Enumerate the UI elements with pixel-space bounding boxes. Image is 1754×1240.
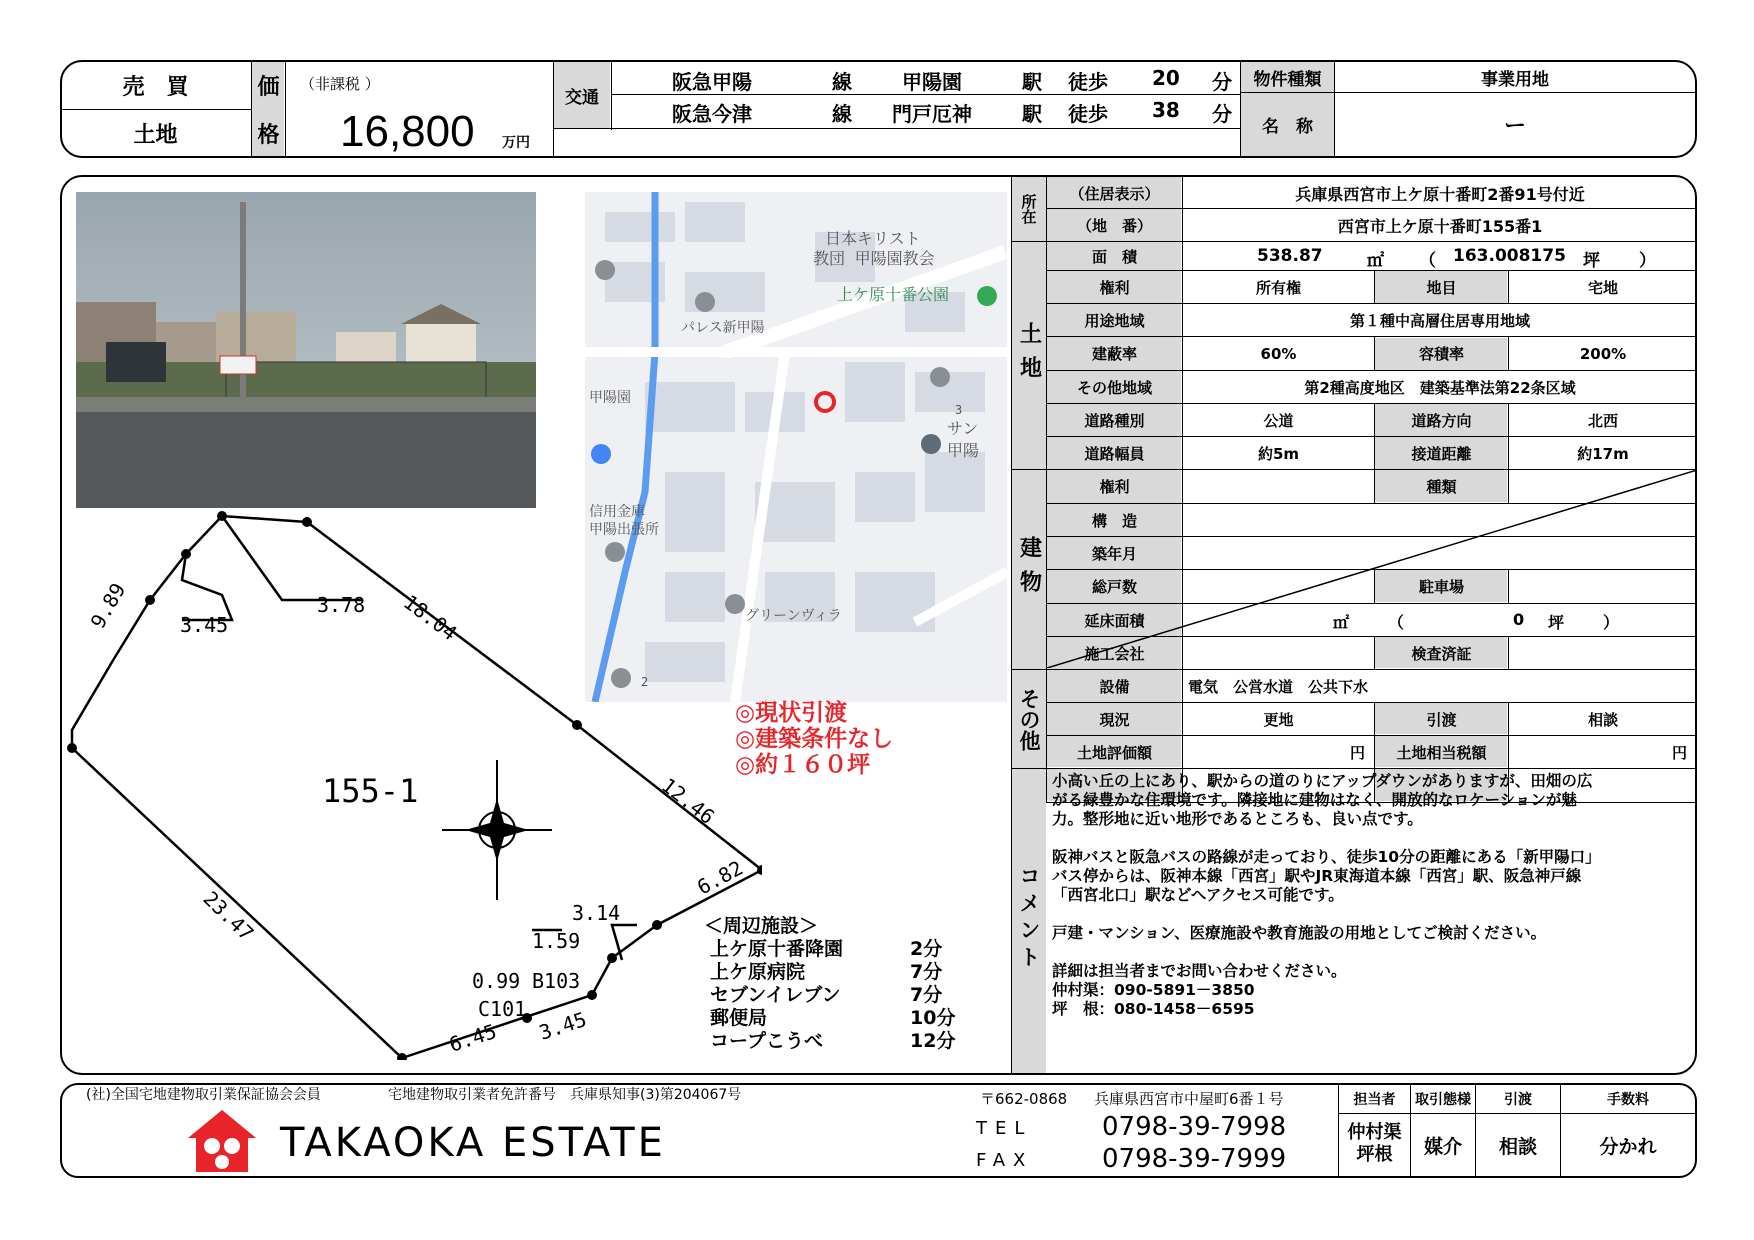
comment-body: 小高い丘の上にあり、駅からの道のりにアップダウンがありますが、田畑の広 がる緑豊かな住環境です。隣接地に建物はなく、開放的なロケーションが魅 力。整形地に近い地形であるところも、良い点です。 阪神バスと阪急バスの路線が走っており、徒歩10分の距離にある「新甲陽口」 バス停からは、阪神本線「西宮」駅やJR東海道本線「西宮」駅、阪急神戸線 「西宮北口」駅などへアクセス可能です。 戸建・マンション、医療施設や教育施設の用地としてご検討ください。 詳細は担当者までお問い合わせください。 仲村渠：090-5891－3850 坪 根：080-1458－6595 <box>1052 772 1601 1018</box>
postal-code: 〒662-0868 <box>980 1090 1068 1108</box>
list-item: 上ケ原病院 7分 <box>710 961 943 983</box>
area-m2: 538.87 <box>1257 246 1323 266</box>
map-pin-icon <box>930 367 950 387</box>
map-label: 2 <box>641 675 649 689</box>
highlight-item: ◎約１６０坪 <box>735 752 871 778</box>
other-section-label: その他 <box>1017 687 1041 751</box>
price-value: 16,800 <box>340 107 475 156</box>
map-pin-icon <box>695 292 715 312</box>
dim-label: 3.45 <box>536 1007 590 1045</box>
list-item: セブンイレブン 7分 <box>710 984 943 1006</box>
comment-section-label: コメント <box>1017 865 1041 973</box>
survey-plan <box>62 510 762 1060</box>
zoning: 第１種中高層住居専用地域 <box>1349 311 1530 330</box>
map-label: グリーンヴィラ <box>745 608 842 624</box>
map-label: 3 <box>955 403 963 417</box>
category: 土地 <box>133 122 178 148</box>
tax-note: （非課税 ） <box>300 74 380 93</box>
park-pin-icon <box>977 286 997 306</box>
dim-label: 9.89 <box>85 578 131 633</box>
map-label: パレス新甲陽 <box>681 320 765 336</box>
route-row-2: 阪急今津 線 門戸厄神 駅 徒歩 38 分 <box>672 98 1232 126</box>
map-label: 日本キリスト <box>825 229 921 248</box>
name-value: ー <box>1503 114 1526 139</box>
map-label: 甲陽園 <box>589 390 631 406</box>
facilities: 電気 公営水道 公共下水 <box>1188 677 1369 696</box>
nearby-facilities <box>704 915 1000 1053</box>
dim-label: 23.47 <box>198 886 259 946</box>
route-line: 阪急今津 <box>672 102 752 126</box>
highlight-item: ◎建築条件なし <box>735 726 894 752</box>
price-label-top: 価 <box>257 74 280 100</box>
dim-label: 6.82 <box>693 855 747 900</box>
route-station: 門戸厄神 <box>892 102 972 126</box>
parked-car <box>106 342 166 382</box>
fax-number: 0798-39-7999 <box>1102 1144 1287 1174</box>
building-section-label: 建物 <box>1016 535 1042 604</box>
sale-type: 売 買 <box>122 74 189 100</box>
address: 兵庫県西宮市上ケ原十番町2番91号付近 <box>1295 184 1585 204</box>
lot-id: 155-1 <box>322 772 419 810</box>
association-text: (社)全国宅地建物取引業保証協会会員 <box>86 1087 321 1103</box>
tel-number: 0798-39-7998 <box>1102 1112 1287 1142</box>
dim-label: 3.78 <box>317 593 366 617</box>
map-label: 教団 甲陽園教会 <box>813 249 935 268</box>
route-row-1: 阪急甲陽 線 甲陽園 駅 徒歩 20 分 <box>672 66 1232 94</box>
price-unit: 万円 <box>502 135 530 151</box>
dim-label: B103 <box>532 969 581 993</box>
property-type: 事業用地 <box>1481 69 1549 90</box>
route-line: 阪急甲陽 <box>672 70 752 94</box>
highlight-item: ◎現状引渡 <box>735 700 848 726</box>
location-section-label: 所在 <box>1019 194 1038 224</box>
dim-label: C101 <box>478 997 527 1021</box>
map-pin-icon <box>595 260 615 280</box>
nearby-title: ＜周辺施設＞ <box>704 915 819 937</box>
company-address: 兵庫県西宮市中屋町6番１号 <box>1094 1090 1284 1108</box>
dim-label: 3.14 <box>572 901 621 925</box>
store-pin-icon <box>591 444 611 464</box>
area-tsubo: 163.008175 <box>1453 246 1566 266</box>
route-minutes: 20 <box>1152 66 1180 90</box>
area-row: 538.87 ㎡ （ 163.008175 坪 ） <box>1257 246 1656 271</box>
list-item: コープこうべ 12分 <box>710 1030 956 1052</box>
dim-label: 18.04 <box>398 589 462 646</box>
property-type-label: 物件種類 <box>1253 69 1322 90</box>
dim-label: 0.99 <box>472 969 521 993</box>
lot-number: 西宮市上ケ原十番町155番1 <box>1337 216 1543 236</box>
company-logo-icon <box>186 1108 258 1174</box>
license-text: 宅地建物取引業者免許番号 兵庫県知事(3)第204067号 <box>388 1087 742 1103</box>
site-sign <box>220 356 256 374</box>
site-photo <box>76 192 536 508</box>
dim-label: 6.45 <box>446 1019 500 1057</box>
north-arrow-icon <box>442 760 552 900</box>
land-section-label: 土地 <box>1016 321 1042 390</box>
route-station: 甲陽園 <box>902 70 962 94</box>
dim-label: 12.46 <box>656 773 720 830</box>
map-label: 甲陽 <box>947 441 980 460</box>
transport-label: 交通 <box>565 87 599 108</box>
map-pin-icon <box>921 434 941 454</box>
map-label: 信用金庫 <box>589 504 645 520</box>
map-label: サン <box>947 419 979 438</box>
route-minutes: 38 <box>1152 98 1180 122</box>
floor-area-row: ㎡ （ 0 坪 ） <box>1333 610 1620 632</box>
list-item: 郵便局 10分 <box>710 1007 956 1029</box>
fax-label: FAX <box>976 1150 1034 1171</box>
company-name: TAKAOKA ESTATE <box>280 1120 666 1166</box>
map-label: 甲陽出張所 <box>589 522 659 538</box>
name-label: 名 称 <box>1262 117 1313 137</box>
price-label-bottom: 格 <box>257 122 280 148</box>
dim-label: 1.59 <box>532 929 581 953</box>
tel-label: TEL <box>976 1118 1033 1139</box>
agent-names: 仲村渠 坪根 <box>1347 1122 1402 1165</box>
list-item: 上ケ原十番降園 2分 <box>710 938 943 960</box>
dim-label: 3.45 <box>180 613 229 637</box>
map-label: 上ケ原十番公園 <box>837 285 950 304</box>
